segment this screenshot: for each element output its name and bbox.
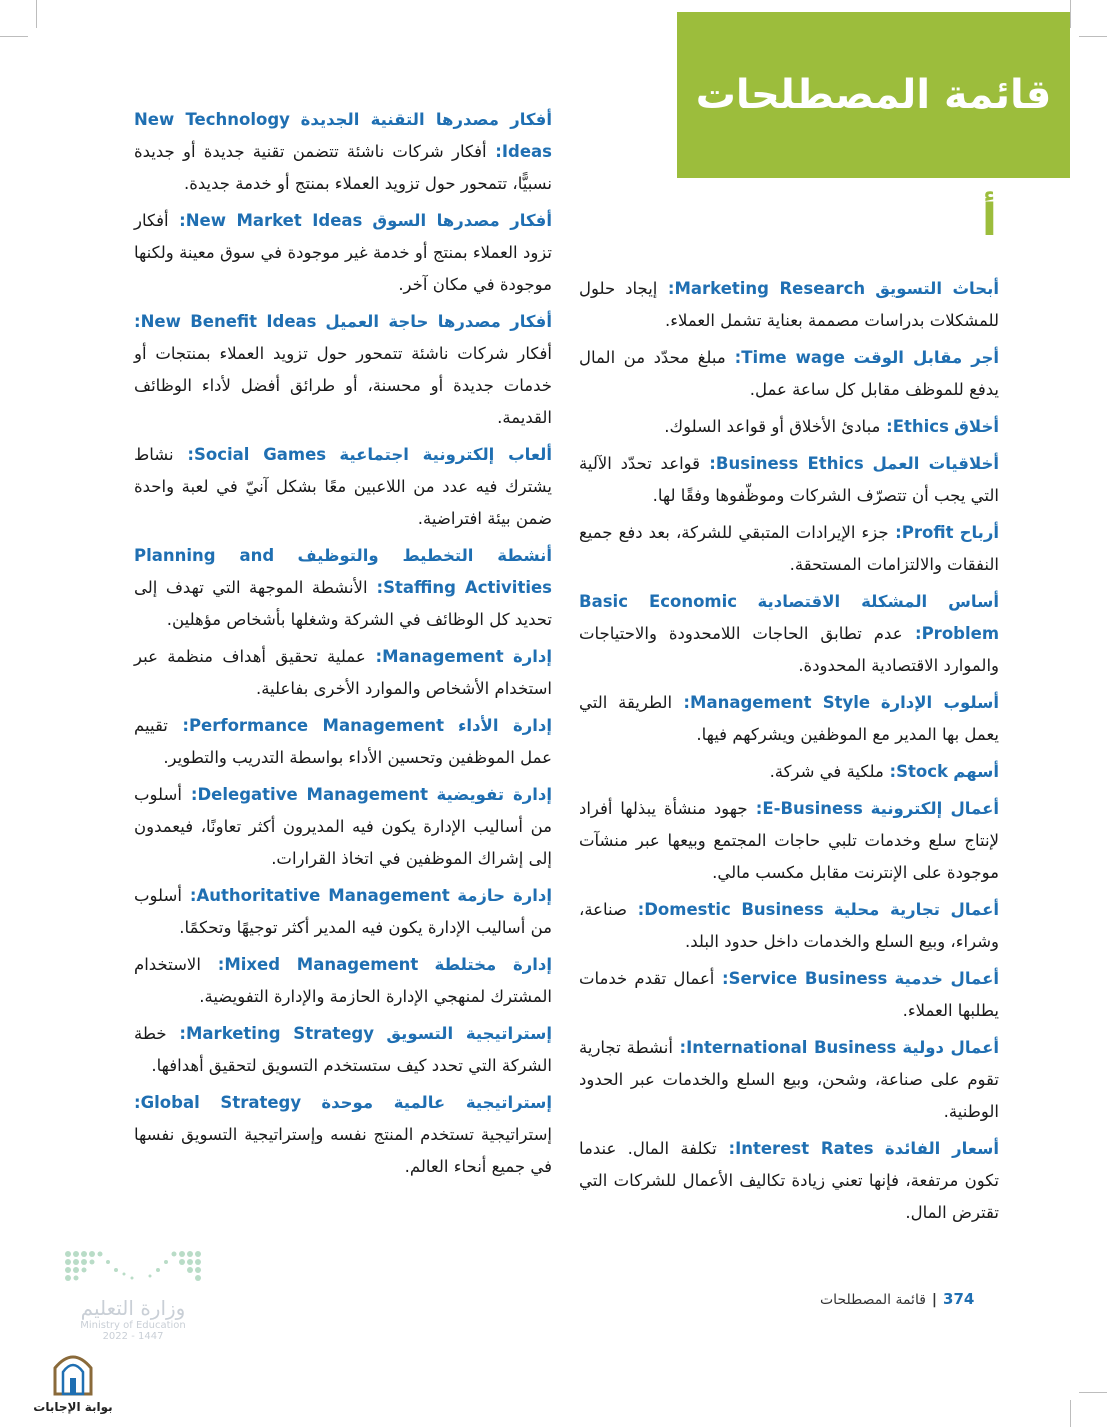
term-english: Domestic Business bbox=[644, 900, 824, 919]
term-arabic: إدارة الأداء bbox=[458, 716, 552, 735]
term-english: Basic Economic Problem bbox=[579, 592, 1000, 643]
term-arabic: أرباح bbox=[959, 523, 999, 542]
glossary-entry bbox=[579, 342, 999, 406]
term-definition: أفكار تزود العملاء بمنتج أو خدمة غير موجودة في سوق معينة ولكنها موجودة في مكان آخر. bbox=[134, 211, 552, 294]
term-english: Marketing Research bbox=[674, 279, 866, 298]
term-arabic: أنشطة التخطيط والتوظيف bbox=[297, 546, 552, 565]
term-english: E-Business bbox=[762, 799, 863, 818]
ministry-year: 2022 - 1447 bbox=[102, 1331, 164, 1342]
term-colon: : bbox=[880, 417, 893, 436]
term-colon: : bbox=[168, 211, 186, 230]
glossary-entry bbox=[579, 517, 999, 581]
term-colon: : bbox=[716, 1139, 736, 1158]
glossary-entry bbox=[134, 306, 552, 434]
crop-mark bbox=[1079, 36, 1107, 37]
term-arabic: أفكار مصدرها حاجة العميل bbox=[325, 312, 552, 331]
term-english: Service Business bbox=[728, 969, 888, 988]
term-colon: : bbox=[367, 578, 384, 597]
term-english: Marketing Strategy bbox=[186, 1024, 374, 1043]
left-column bbox=[134, 104, 552, 1188]
term-english: Authoritative Management bbox=[196, 886, 450, 905]
term-definition: صناعة، وشراء، وبيع السلع والخدمات داخل حدود البلد. bbox=[579, 900, 999, 951]
section-letter: أ bbox=[981, 195, 997, 246]
term-english: Business Ethics bbox=[715, 454, 864, 473]
term-english: Time wage bbox=[741, 348, 845, 367]
glossary-entry bbox=[579, 586, 999, 682]
term-arabic: إدارة bbox=[512, 647, 553, 666]
term-arabic: أعمال إلكترونية bbox=[870, 799, 999, 818]
glossary-entry bbox=[579, 963, 999, 1027]
term-colon: : bbox=[747, 799, 763, 818]
running-title: قائمة المصطلحات bbox=[820, 1292, 926, 1308]
term-definition: مبلغ محدّد من المال يدفع للموظف مقابل كل ساعة عمل. bbox=[579, 348, 999, 399]
term-colon: : bbox=[714, 969, 729, 988]
term-definition: الطريقة التي يعمل بها المدير مع الموظفين ويشركهم فيها. bbox=[579, 693, 999, 744]
right-column bbox=[579, 273, 999, 1234]
term-english: Profit bbox=[901, 523, 954, 542]
term-definition: نشاط يشترك فيه عدد من اللاعبين معًا بشكل آنيّ في لعبة واحدة ضمن بيئة افتراضية. bbox=[134, 445, 552, 528]
glossary-entry bbox=[579, 894, 999, 958]
term-arabic: أسلوب الإدارة bbox=[880, 693, 1000, 712]
term-definition: إستراتيجية تستخدم المنتج نفسه وإستراتيجية التسويق نفسها في جميع أنحاء العالم. bbox=[134, 1125, 552, 1176]
term-arabic: أخلاقيات العمل bbox=[872, 454, 1000, 473]
page-footer bbox=[820, 1290, 974, 1308]
term-colon: : bbox=[725, 348, 742, 367]
term-colon: : bbox=[657, 279, 675, 298]
gate-icon bbox=[51, 1350, 95, 1396]
term-colon: : bbox=[173, 445, 194, 464]
term-definition: تكلفة المال. عندما تكون مرتفعة، فإنها تعني زيادة تكاليف الأعمال للشركات التي تقترض المال. bbox=[579, 1139, 999, 1222]
term-definition: الأنشطة الموجهة التي تهدف إلى تحديد كل الوظائف في الشركة وشغلها بأشخاص مؤهلين. bbox=[134, 578, 552, 629]
glossary-entry bbox=[579, 1133, 999, 1229]
term-definition: جزء الإيرادات المتبقي للشركة، بعد دفع جميع النفقات والالتزامات المستحقة. bbox=[579, 523, 999, 574]
term-definition: مبادئ الأخلاق أو قواعد السلوك. bbox=[664, 417, 881, 436]
term-definition: أسلوب من أساليب الإدارة يكون فيه المدير أكثر توجيهًا وتحكمًا. bbox=[134, 886, 552, 937]
term-colon: : bbox=[134, 312, 141, 331]
crop-mark bbox=[1079, 1392, 1107, 1393]
term-arabic: أفكار مصدرها السوق bbox=[372, 211, 553, 230]
glossary-entry bbox=[579, 1032, 999, 1128]
term-colon: : bbox=[200, 955, 225, 974]
term-colon: : bbox=[883, 762, 897, 781]
term-english: Management bbox=[382, 647, 504, 666]
term-english: Management Style bbox=[690, 693, 871, 712]
glossary-entry bbox=[579, 448, 999, 512]
glossary-entry bbox=[134, 779, 552, 875]
term-arabic: أخلاق bbox=[954, 417, 999, 436]
ministry-logo-dots bbox=[58, 1248, 208, 1288]
term-english: New Market Ideas bbox=[185, 211, 363, 230]
term-definition: أفكار شركات ناشئة تتضمن تقنية جديدة أو جديدة نسبيًّا، تتمحور حول تزويد العملاء بمنتج أو خدمة جديدة. bbox=[134, 142, 552, 193]
term-english: Ethics bbox=[892, 417, 949, 436]
watermark-text: بوابة الإجابات bbox=[33, 1400, 113, 1414]
term-definition: أسلوب من أساليب الإدارة يكون فيه المديرون أكثر تعاونًا، فيعمدون إلى إشراك الموظفين في اتخاذ القرارات. bbox=[134, 785, 552, 868]
term-english: New Technology Ideas bbox=[134, 110, 553, 161]
term-definition: عدم تطابق الحاجات اللامحدودة والاحتياجات والموارد الاقتصادية المحدودة. bbox=[579, 624, 999, 675]
term-arabic: أعمال خدمية bbox=[894, 969, 1000, 988]
term-colon: : bbox=[365, 647, 383, 666]
glossary-entry bbox=[134, 710, 552, 774]
term-english: Interest Rates bbox=[735, 1139, 874, 1158]
glossary-entry bbox=[579, 273, 999, 337]
term-definition: خطة الشركة التي تحدد كيف ستستخدم التسويق لتحقيق أهدافها. bbox=[134, 1024, 552, 1075]
term-arabic: أفكار مصدرها التقنية الجديدة bbox=[300, 110, 552, 129]
term-definition: تقييم عمل الموظفين وتحسين الأداء بواسطة التدريب والتطوير. bbox=[134, 716, 552, 767]
term-colon: : bbox=[181, 886, 197, 905]
term-definition: أعمال تقدم خدمات يطلبها العملاء. bbox=[579, 969, 999, 1020]
term-english: Planning and Staffing Activities bbox=[134, 546, 552, 597]
term-definition: قواعد تحدّد الآلية التي يجب أن تتصرّف الشركات وموظّفوها وفقًا لها. bbox=[579, 454, 999, 505]
glossary-header bbox=[677, 12, 1070, 178]
term-colon: : bbox=[166, 1024, 186, 1043]
glossary-entry bbox=[134, 880, 552, 944]
term-english: Delegative Management bbox=[197, 785, 429, 804]
term-english: Global Strategy bbox=[140, 1093, 302, 1112]
crop-mark bbox=[1070, 0, 1071, 28]
term-english: Stock bbox=[896, 762, 949, 781]
term-english: Mixed Management bbox=[224, 955, 419, 974]
term-definition: عملية تحقيق أهداف منظمة عبر استخدام الأشخاص والموارد الأخرى بفاعلية. bbox=[134, 647, 552, 698]
term-arabic: أجر مقابل الوقت bbox=[853, 348, 1000, 367]
term-english: International Business bbox=[686, 1038, 897, 1057]
term-definition: جهود منشأة يبذلها أفراد لإنتاج سلع وخدمات تلبي حاجات المجتمع وبيعها عبر منشآت موجودة على الإنترنت مقابل مكسب مالي. bbox=[579, 799, 999, 882]
glossary-entry bbox=[134, 949, 552, 1013]
term-colon: : bbox=[181, 785, 198, 804]
glossary-entry bbox=[134, 641, 552, 705]
glossary-entry bbox=[134, 104, 552, 200]
glossary-entry bbox=[579, 756, 999, 788]
footer-separator: | bbox=[931, 1292, 938, 1308]
term-colon: : bbox=[672, 693, 691, 712]
term-definition: إيجاد حلول للمشكلات بدراسات مصممة بعناية تشمل العملاء. bbox=[579, 279, 999, 330]
glossary-entry bbox=[579, 793, 999, 889]
term-colon: : bbox=[134, 1093, 141, 1112]
term-arabic: أبحاث التسويق bbox=[875, 279, 999, 298]
term-colon: : bbox=[672, 1038, 687, 1057]
glossary-entry bbox=[134, 540, 552, 636]
term-colon: : bbox=[902, 624, 922, 643]
ministry-logo bbox=[58, 1248, 208, 1342]
glossary-entry bbox=[134, 1087, 552, 1183]
term-colon: : bbox=[167, 716, 189, 735]
glossary-entry bbox=[134, 439, 552, 535]
term-arabic: أعمال دولية bbox=[902, 1038, 1000, 1057]
term-definition: ملكية في شركة. bbox=[769, 762, 884, 781]
term-arabic: ألعاب إلكترونية اجتماعية bbox=[339, 445, 553, 464]
glossary-entry bbox=[134, 1018, 552, 1082]
watermark-logo bbox=[28, 1350, 118, 1414]
glossary-entry bbox=[579, 411, 999, 443]
glossary-entry bbox=[579, 687, 999, 751]
page-title: قائمة المصطلحات bbox=[695, 72, 1052, 118]
page-number: 374 bbox=[943, 1290, 975, 1308]
term-colon: : bbox=[486, 142, 502, 161]
ministry-name-en: Ministry of Education bbox=[80, 1320, 186, 1331]
term-colon: : bbox=[700, 454, 716, 473]
term-colon: : bbox=[627, 900, 645, 919]
term-arabic: أعمال تجارية محلية bbox=[833, 900, 1000, 919]
term-colon: : bbox=[888, 523, 902, 542]
term-arabic: إدارة حازمة bbox=[457, 886, 552, 905]
term-arabic: أسعار الفائدة bbox=[884, 1139, 999, 1158]
crop-mark bbox=[1070, 1400, 1071, 1427]
term-definition: الاستخدام المشترك لمنهجي الإدارة الحازمة والإدارة التفويضية. bbox=[134, 955, 552, 1006]
term-arabic: أساس المشكلة الاقتصادية bbox=[757, 592, 1000, 611]
term-arabic: إستراتيجية عالمية موحدة bbox=[321, 1093, 552, 1112]
glossary-entry bbox=[134, 205, 552, 301]
term-english: New Benefit Ideas bbox=[140, 312, 317, 331]
term-arabic: إدارة مختلطة bbox=[434, 955, 553, 974]
ministry-name-ar: وزارة التعليم bbox=[80, 1296, 186, 1320]
term-english: Social Games bbox=[193, 445, 327, 464]
crop-mark bbox=[0, 36, 28, 37]
term-definition: أنشطة تجارية تقوم على صناعة، وشحن، وبيع السلع والخدمات عبر الحدود الوطنية. bbox=[579, 1038, 999, 1121]
term-arabic: إستراتيجية التسويق bbox=[386, 1024, 553, 1043]
term-arabic: أسهم bbox=[953, 762, 999, 781]
crop-mark bbox=[36, 0, 37, 28]
term-arabic: إدارة تفويضية bbox=[436, 785, 553, 804]
term-definition: أفكار شركات ناشئة تتمحور حول تزويد العملاء بمنتجات أو خدمات جديدة أو محسنة، أو طرائق أفضل لأداء الوظائف القديمة. bbox=[134, 344, 552, 427]
term-english: Performance Management bbox=[188, 716, 445, 735]
